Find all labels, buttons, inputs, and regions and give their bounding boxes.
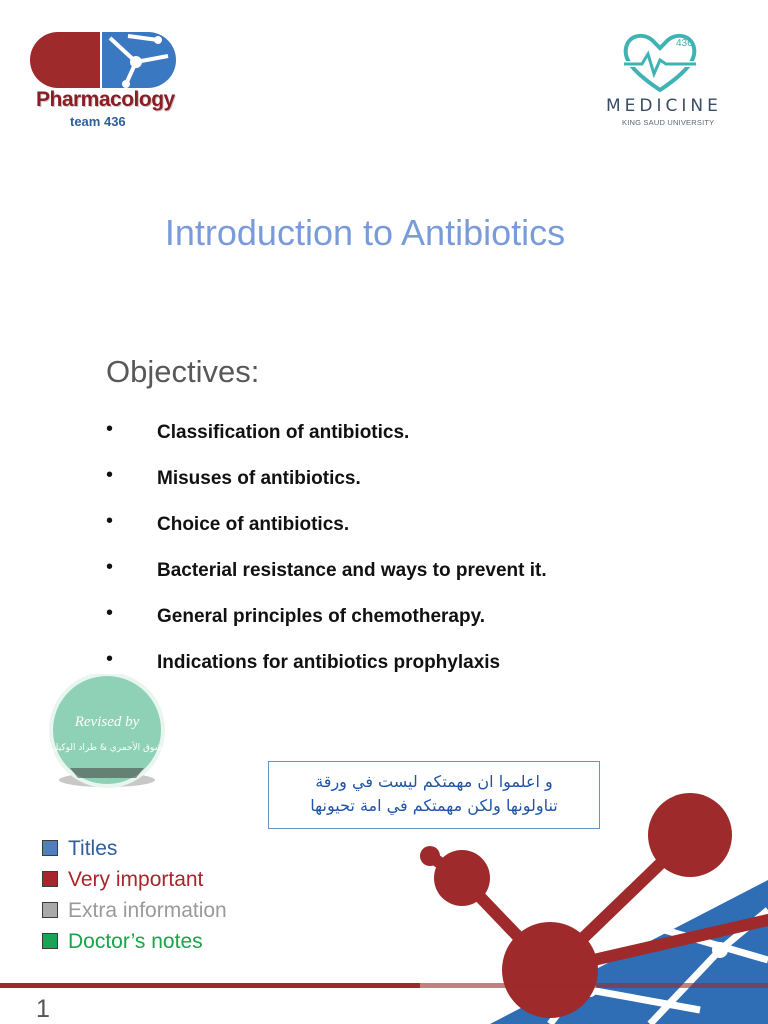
bullet-icon: • — [106, 556, 114, 578]
legend-label: Titles — [68, 837, 118, 860]
page-number: 1 — [36, 995, 50, 1023]
legend-label: Doctor’s notes — [68, 930, 203, 953]
legend-item-titles — [42, 836, 227, 867]
list-item — [106, 418, 547, 468]
medicine-title: MEDICINE — [606, 96, 722, 116]
objective-text: Misuses of antibiotics. — [157, 468, 361, 489]
medicine-badge-number: 436 — [676, 38, 693, 49]
legend-label: Extra information — [68, 899, 227, 922]
legend-square-icon — [42, 871, 58, 887]
objective-text: Choice of antibiotics. — [157, 514, 350, 535]
bullet-icon: • — [106, 602, 114, 624]
objectives-list — [106, 418, 547, 698]
bottom-divider — [0, 983, 768, 991]
objective-text: General principles of chemotherapy. — [157, 606, 486, 627]
revised-by-stamp — [40, 674, 174, 794]
legend-item-doctors-notes — [42, 929, 227, 960]
legend-square-icon — [42, 933, 58, 949]
arabic-note-line-1: و اعلموا ان مهمتكم ليست في ورقة — [315, 772, 553, 791]
bullet-icon: • — [106, 418, 114, 440]
bullet-icon: • — [106, 510, 114, 532]
list-item — [106, 510, 547, 560]
bullet-icon: • — [106, 464, 114, 486]
objective-text: Bacterial resistance and ways to prevent it. — [157, 560, 547, 581]
legend-square-icon — [42, 902, 58, 918]
page-title: Introduction to Antibiotics — [164, 212, 566, 253]
list-item — [106, 464, 547, 514]
objective-text: Indications for antibiotics prophylaxis — [157, 652, 501, 673]
arabic-note-line-2: تناولونها ولكن مهمتكم في امة تحيونها — [310, 796, 558, 815]
revised-by-title: Revised by — [74, 714, 140, 730]
medicine-heart-logo-icon — [620, 30, 700, 98]
medicine-subtitle: KING SAUD UNIVERSITY — [622, 118, 715, 127]
legend-item-extra-information — [42, 898, 227, 929]
legend-square-icon — [42, 840, 58, 856]
bullet-icon: • — [106, 648, 114, 670]
list-item — [106, 556, 547, 606]
legend-label: Very important — [68, 868, 204, 891]
color-legend — [42, 836, 227, 960]
team-label: team 436 — [70, 114, 126, 129]
list-item — [106, 602, 547, 652]
pharmacology-logo-text: Pharmacology — [36, 88, 175, 111]
revised-by-names: شوق الأحمري & طراد الوكيل — [51, 743, 163, 753]
objectives-heading: Objectives: — [106, 354, 260, 389]
objective-text: Classification of antibiotics. — [157, 422, 410, 443]
legend-item-very-important — [42, 867, 227, 898]
